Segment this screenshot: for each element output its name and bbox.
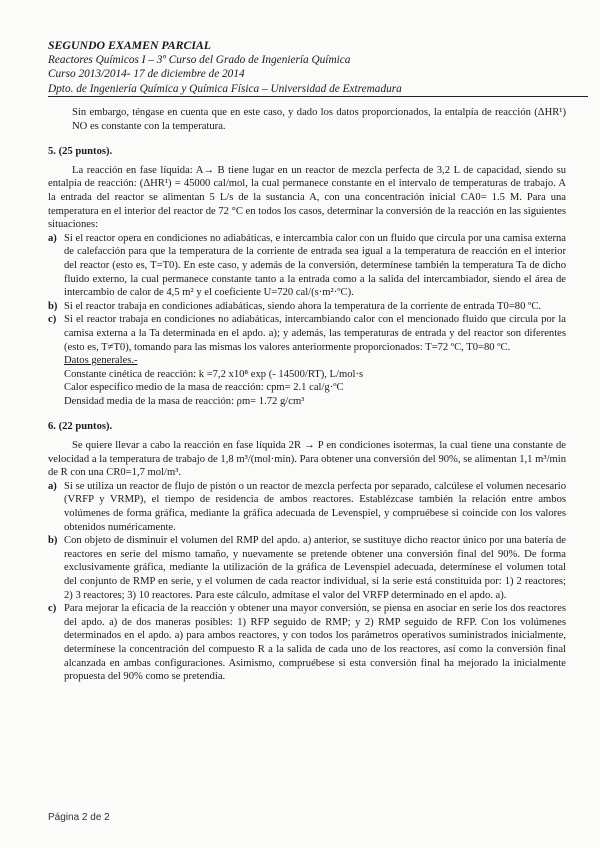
data-line: Calor específico medio de la masa de reacción: cpm= 2.1 cal/g·ºC	[64, 382, 344, 394]
item-label: b)	[48, 535, 58, 547]
exam-title: SEGUNDO EXAMEN PARCIAL	[48, 38, 212, 52]
problem5-item-b	[48, 300, 566, 314]
problem5-heading: 5. (25 puntos).	[48, 146, 113, 158]
item-label: a)	[48, 232, 57, 244]
item-text: Con objeto de disminuir el volumen del RMP del apdo. a) anterior, se sustituye dicho reactor único por una batería de reactores en serie del mismo tamaño, y nuevamente se pretende obtener una conversión final del 90%. De forma exclusivamente gráfica, mediante la utilización de la gráfica de Levenspiel adecuada, determínese el volumen total del conjunto de RMP en serie, y el volumen de cada reactor individual, si la serie está constituida por: 1) 2 reactores; 2) 3 reactores; 3) 10 reactores. Para este cálculo, admítase el valor del VRFP determinado en el apdo. a).	[64, 535, 566, 601]
item-label: c)	[48, 603, 57, 615]
problem6-item-b	[48, 534, 566, 602]
item-text: Si el reactor trabaja en condiciones no adiabáticas, intercambiando calor con el mencionado fluido que circula por la camisa externa a la Ta determinada en el apdo. a); y además, las temperaturas de entrada y del reactor son diferentes (esto es, T≠T0), tomando para las mismas los valores anteriormente proporcionados: T=72 ºC, T0=80 ºC.	[64, 314, 566, 353]
data-title: Datos generales.-	[64, 355, 138, 367]
item-text: Para mejorar la eficacia de la reacción y obtener una mayor conversión, se piensa en asociar en serie los dos reactores del apdo. a) de dos maneras posibles: 1) RFP seguido de RMP; y 2) RMP seguido de RFP. Con los volúmenes determinados en el apdo. a) para ambos reactores, y con todos los parámetros operativos suministrados inicialmente, determínese la concentración del compuesto R a la salida de cada uno de los reactores, así como la conversión final alcanzada en ambas configuraciones. Asimismo, compruébese si esta conversión final ha mejorado la inicialmente propuesta del 90% como se pretendía.	[64, 603, 566, 683]
intro-note: Sin embargo, téngase en cuenta que en este caso, y dado los datos proporcionados, la entalpía de reacción (ΔHR¹) NO es constante con la temperatura.	[72, 107, 566, 132]
problem5-item-c	[48, 313, 566, 354]
data-line: Densidad media de la masa de reacción: ρm= 1.72 g/cm³	[64, 395, 305, 407]
department-line: Dpto. de Ingeniería Química y Química Física – Universidad de Extremadura	[48, 82, 588, 98]
problem6-item-a	[48, 480, 566, 534]
problem5-statement: La reacción en fase líquida: A→ B tiene lugar en un reactor de mezcla perfecta de 3,2 L de capacidad, siendo su entalpía de reacción: (ΔHR¹) = 45000 cal/mol, la cual permanece constante en el intervalo de temperaturas de trabajo. A la entrada del reactor se alimentan 5 L/s de la sustancia A, con una concentración inicial CA0= 1.5 M. Para una temperatura en el interior del reactor de 72 °C en todos los casos, determinar la conversión de la reacción en las siguientes situaciones:	[48, 164, 566, 231]
item-text: Si se utiliza un reactor de flujo de pistón o un reactor de mezcla perfecta por separado, calcúlese el volumen necesario (VRFP y VRMP), el tiempo de residencia de ambos reactores. Establézcase también la relación entre ambos volúmenes de forma gráfica, mediante la gráfica adecuada de Levenspiel, y compruébese si coincide con los valores obtenidos numéricamente.	[64, 480, 566, 533]
course-line: Reactores Químicos I – 3º Curso del Grado de Ingeniería Química	[48, 53, 351, 66]
item-text: Si el reactor trabaja en condiciones adiabáticas, siendo ahora la temperatura de la corriente de entrada T0=80 ºC.	[64, 300, 542, 312]
data-line: Constante cinética de reacción: k =7,2 x10⁸ exp (- 14500/RT), L/mol·s	[64, 368, 364, 380]
item-label: a)	[48, 480, 57, 492]
item-label: b)	[48, 300, 58, 312]
problem5-item-a	[48, 232, 566, 300]
item-text: Si el reactor opera en condiciones no adiabáticas, e intercambia calor con un fluido que circula por una camisa externa de calefacción para que la temperatura de la corriente de entrada sea igual a la temperatura de reacción en el interior del reactor (esto es, T=T0). En este caso, y además de la conversión, determínese también la temperatura Ta de dicho fluido externo, la cual permanece constante tanto a la entrada como a la salida del intercambiador, siendo el área de intercambio de calor de 4,5 m² y el coeficiente U=720 cal/(s·m²·ºC).	[64, 232, 566, 299]
exam-body	[48, 103, 566, 684]
exam-header	[48, 38, 588, 97]
general-data	[48, 354, 566, 408]
problem6-heading: 6. (22 puntos).	[48, 421, 113, 433]
page-number: Página 2 de 2	[48, 812, 110, 823]
problem6-statement: Se quiere llevar a cabo la reacción en fase líquida 2R → P en condiciones isotermas, la cual tiene una constante de velocidad a la temperatura de trabajo de 1,8 m³/(mol·min). Para obtener una conversión del 90%, se alimentan 1,1 m³/min de R con una CR0=1,7 mol/m³.	[48, 440, 566, 479]
problem6-item-c	[48, 602, 566, 684]
date-line: Curso 2013/2014- 17 de diciembre de 2014	[48, 68, 245, 81]
item-label: c)	[48, 314, 57, 326]
